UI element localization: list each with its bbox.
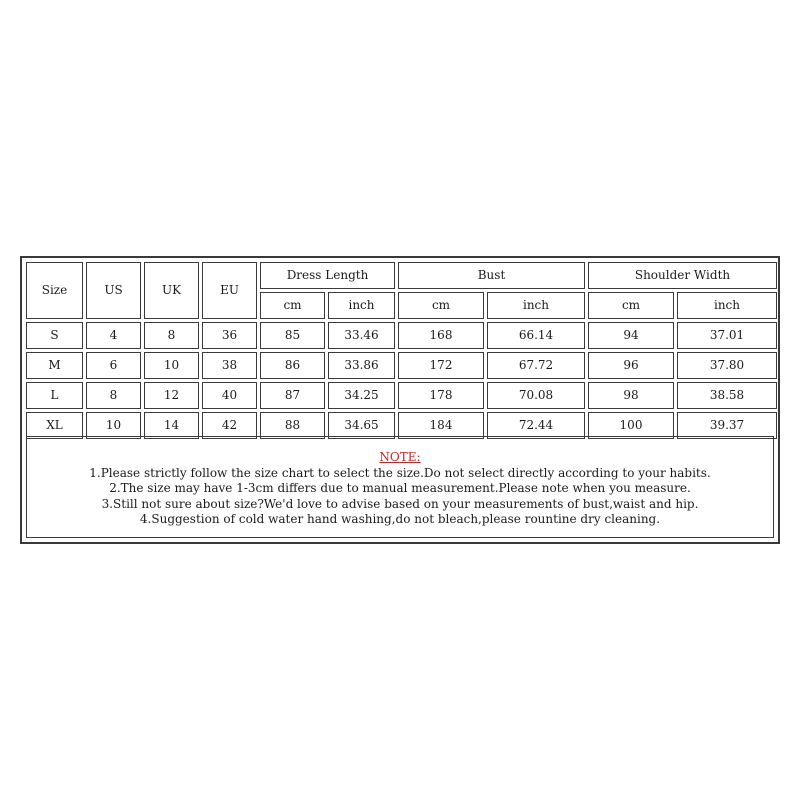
header-eu: EU (202, 262, 257, 319)
table-cell: 6 (86, 352, 141, 379)
size-label-cell: M (26, 352, 83, 379)
table-cell: 4 (86, 322, 141, 349)
table-cell: 33.46 (328, 322, 395, 349)
table-cell: 34.25 (328, 382, 395, 409)
table-cell: 98 (588, 382, 674, 409)
size-table (23, 259, 780, 442)
note-line-3: 3.Still not sure about size?We'd love to advise based on your measurements of bust,waist and hip. (101, 496, 699, 511)
note-line-4: 4.Suggestion of cold water hand washing,do not bleach,please rountine dry cleaning. (139, 512, 661, 526)
notes-title: NOTE: (379, 450, 421, 464)
header-unit: cm (588, 292, 674, 319)
size-label-cell: XL (26, 412, 83, 439)
table-cell: 40 (202, 382, 257, 409)
table-cell: 33.86 (328, 352, 395, 379)
table-cell: 88 (260, 412, 325, 439)
header-unit: inch (677, 292, 777, 319)
header-unit: inch (487, 292, 585, 319)
note-line-2: 2.The size may have 1-3cm differs due to manual measurement.Please note when you measure. (109, 481, 691, 495)
table-cell: 37.80 (677, 352, 777, 379)
header-unit: cm (260, 292, 325, 319)
table-cell: 96 (588, 352, 674, 379)
header-unit: cm (398, 292, 484, 319)
table-row (26, 352, 777, 379)
table-cell: 39.37 (677, 412, 777, 439)
size-label-cell: L (26, 382, 83, 409)
table-cell: 87 (260, 382, 325, 409)
header-uk: UK (144, 262, 199, 319)
table-row (26, 412, 777, 439)
table-cell: 42 (202, 412, 257, 439)
header-us: US (86, 262, 141, 319)
table-cell: 38 (202, 352, 257, 379)
table-cell: 10 (144, 352, 199, 379)
size-chart (20, 256, 780, 544)
size-rows (26, 322, 777, 439)
header-unit: inch (328, 292, 395, 319)
note-line-1: 1.Please strictly follow the size chart to select the size.Do not select directly according to your habits. (89, 465, 711, 480)
notes-box (26, 436, 774, 538)
table-cell: 72.44 (487, 412, 585, 439)
table-cell: 38.58 (677, 382, 777, 409)
table-cell: 12 (144, 382, 199, 409)
table-cell: 172 (398, 352, 484, 379)
table-cell: 36 (202, 322, 257, 349)
table-cell: 70.08 (487, 382, 585, 409)
table-cell: 10 (86, 412, 141, 439)
table-cell: 178 (398, 382, 484, 409)
table-cell: 100 (588, 412, 674, 439)
header-bust: Bust (398, 262, 585, 289)
header-dress-length: Dress Length (260, 262, 395, 289)
size-label-cell: S (26, 322, 83, 349)
table-cell: 8 (86, 382, 141, 409)
table-cell: 66.14 (487, 322, 585, 349)
header-size: Size (26, 262, 83, 319)
table-cell: 184 (398, 412, 484, 439)
table-cell: 85 (260, 322, 325, 349)
table-cell: 168 (398, 322, 484, 349)
header-shoulder-width: Shoulder Width (588, 262, 777, 289)
table-row (26, 322, 777, 349)
table-cell: 37.01 (677, 322, 777, 349)
table-cell: 94 (588, 322, 674, 349)
table-cell: 34.65 (328, 412, 395, 439)
table-cell: 8 (144, 322, 199, 349)
table-cell: 86 (260, 352, 325, 379)
header-row-top (26, 262, 777, 289)
table-row (26, 382, 777, 409)
table-cell: 67.72 (487, 352, 585, 379)
table-cell: 14 (144, 412, 199, 439)
